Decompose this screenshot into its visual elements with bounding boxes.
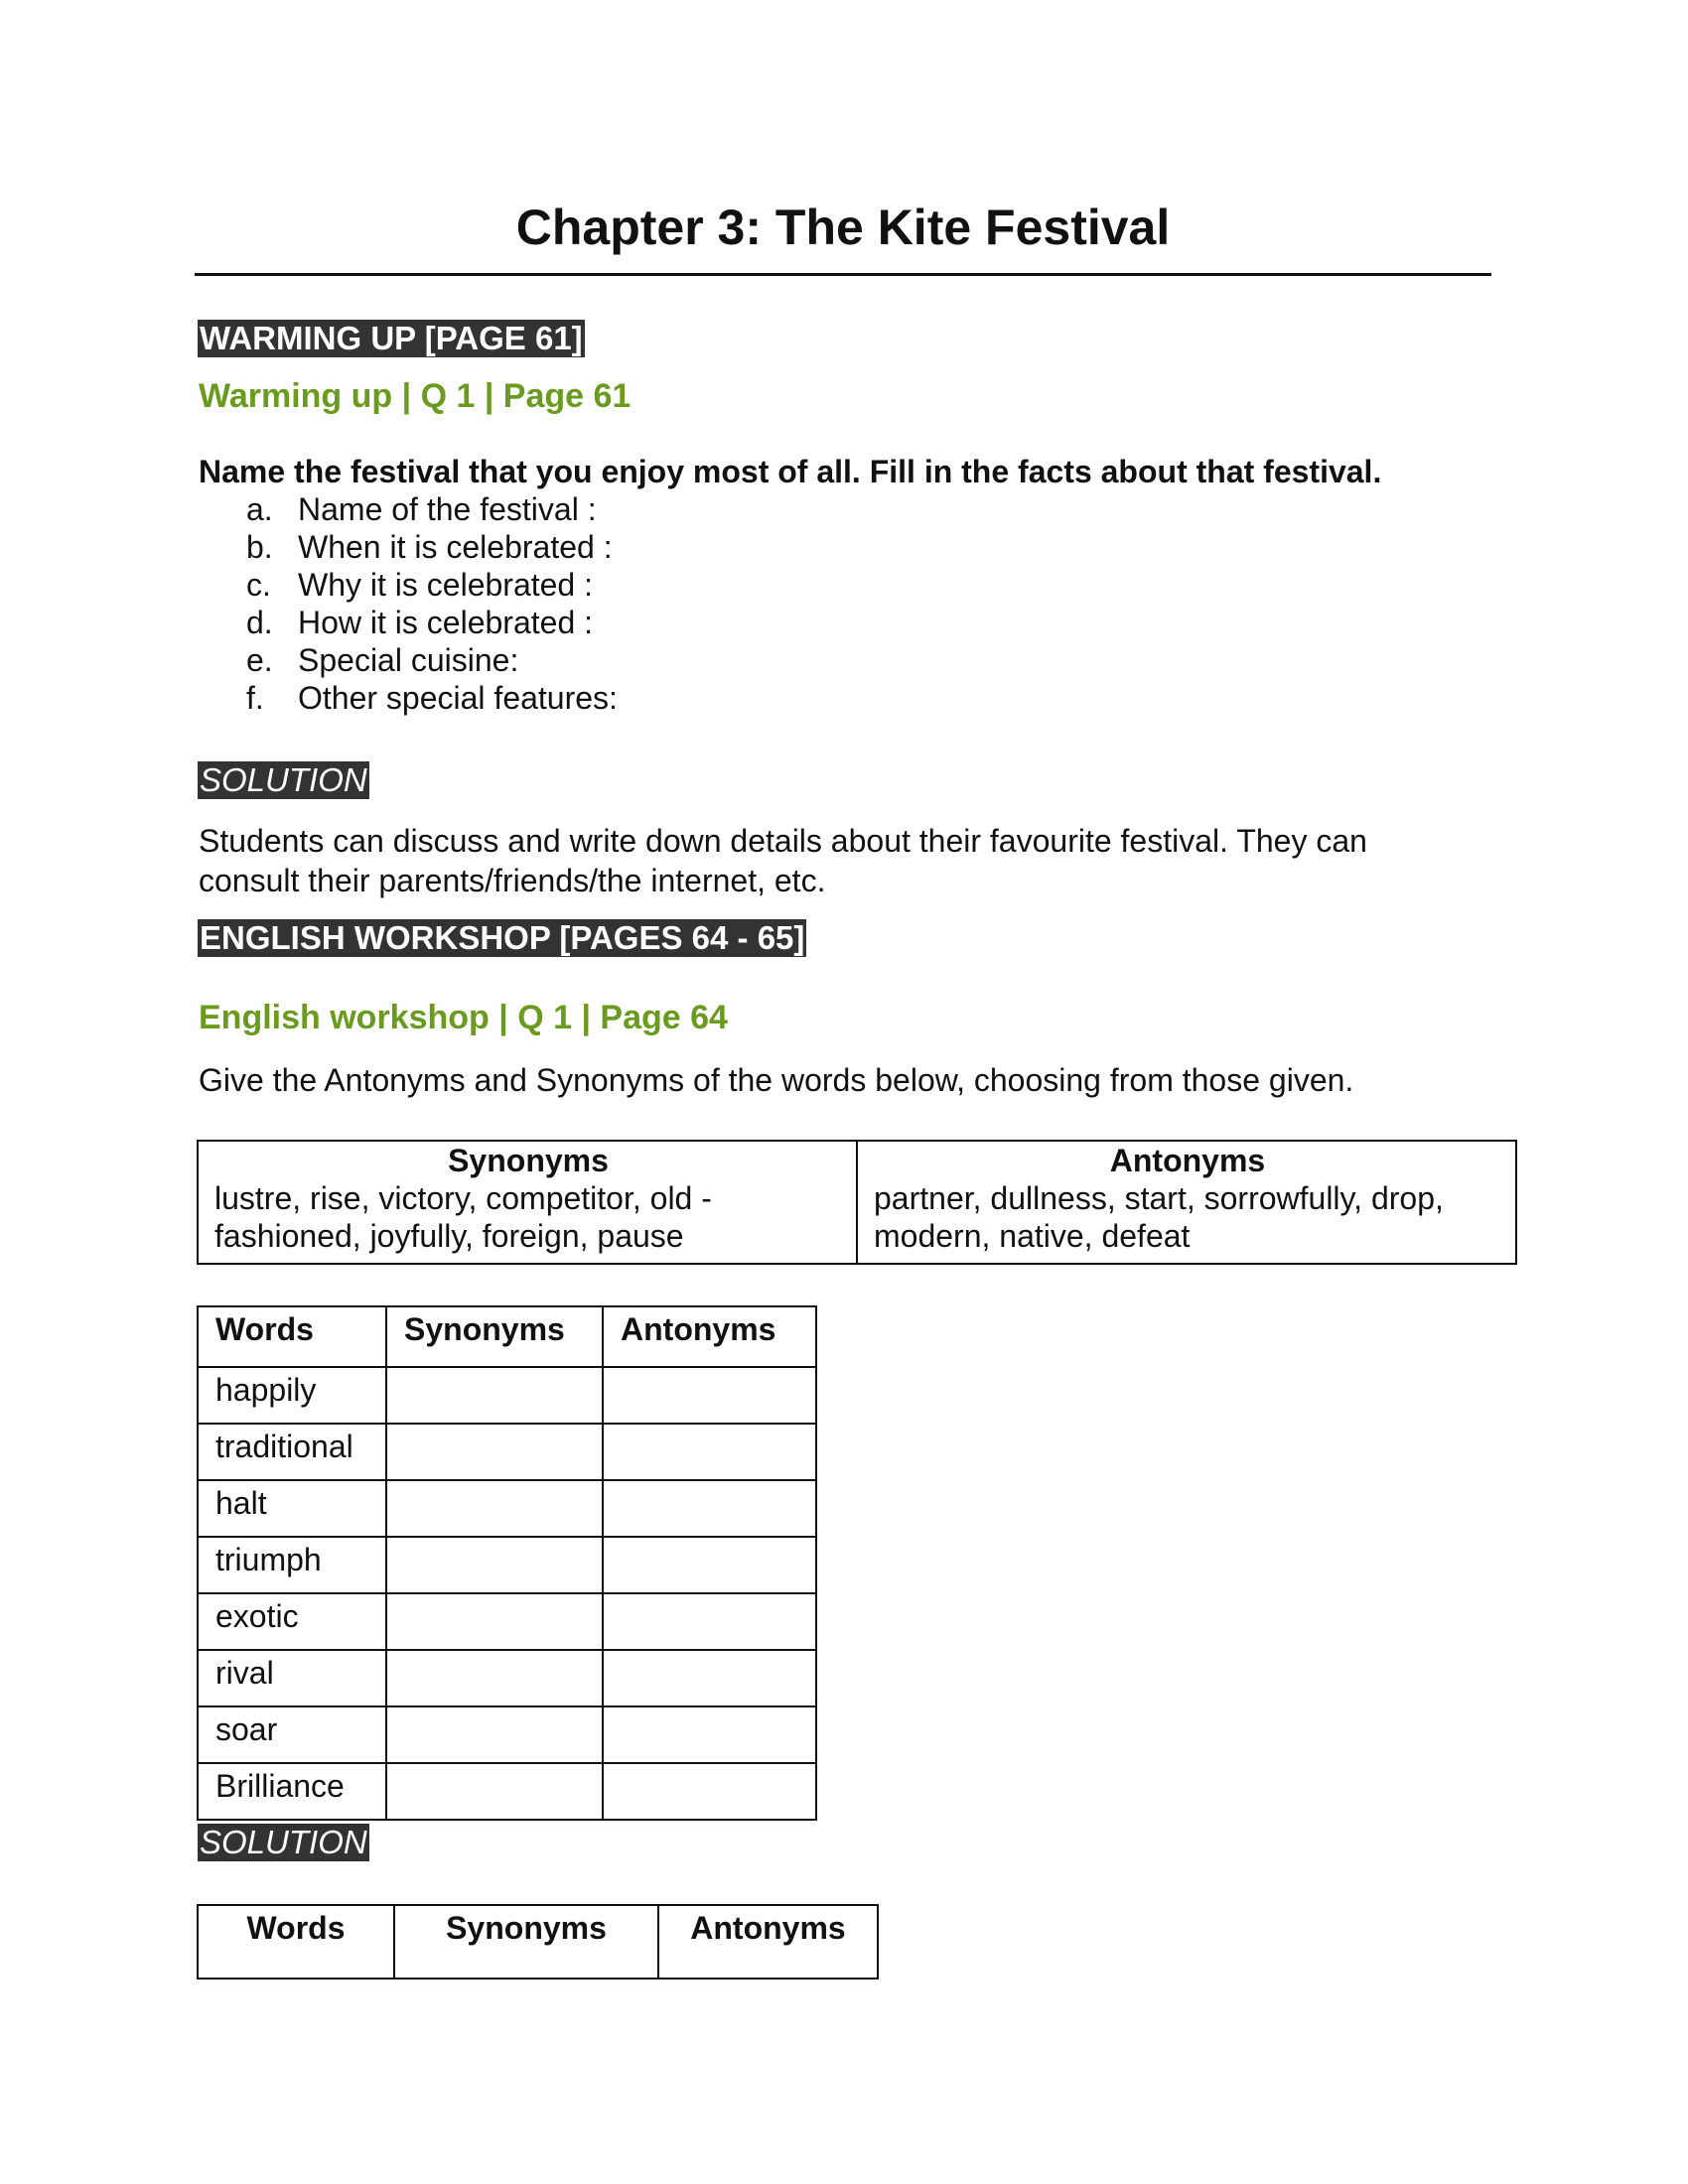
word-cell: soar	[198, 1706, 386, 1763]
list-item: e. Special cuisine:	[246, 642, 519, 678]
synonyms-bank-header: Synonyms	[448, 1143, 609, 1178]
synonym-answer-cell	[386, 1367, 603, 1424]
table-row	[198, 1763, 816, 1820]
antonym-answer-cell	[603, 1424, 816, 1480]
word-cell: exotic	[198, 1593, 386, 1650]
fact-list	[246, 490, 618, 717]
column-header-antonyms: Antonyms	[603, 1306, 816, 1367]
synonym-answer-cell	[386, 1480, 603, 1537]
title-divider	[195, 273, 1491, 276]
antonym-answer-cell	[603, 1706, 816, 1763]
word-cell: happily	[198, 1367, 386, 1424]
synonyms-bank-words: lustre, rise, victory, competitor, old - fashioned, joyfully, foreign, pause	[214, 1180, 712, 1254]
list-item: c. Why it is celebrated :	[246, 567, 593, 603]
synonym-answer-cell	[386, 1537, 603, 1593]
antonyms-bank-words: partner, dullness, start, sorrowfully, drop, modern, native, defeat	[874, 1180, 1444, 1254]
page-title: Chapter 3: The Kite Festival	[515, 200, 1171, 255]
word-cell: rival	[198, 1650, 386, 1706]
column-header-words: Words	[198, 1905, 394, 1979]
solution-text: Students can discuss and write down details about their favourite festival. They can consult their parents/friends/the internet, etc.	[199, 823, 1367, 898]
word-cell: Brilliance	[198, 1763, 386, 1820]
solution-table	[197, 1904, 879, 1979]
column-header-words: Words	[198, 1306, 386, 1367]
word-cell: triumph	[198, 1537, 386, 1593]
antonym-answer-cell	[603, 1480, 816, 1537]
table-header-row	[198, 1905, 878, 1979]
antonyms-bank-cell	[857, 1141, 1516, 1264]
antonyms-bank-header: Antonyms	[1109, 1143, 1266, 1178]
list-item: a. Name of the festival :	[246, 491, 597, 527]
section-label-english-workshop: ENGLISH WORKSHOP [PAGES 64 - 65]	[200, 919, 805, 956]
list-item: f. Other special features:	[246, 680, 618, 716]
antonym-answer-cell	[603, 1537, 816, 1593]
antonym-answer-cell	[603, 1593, 816, 1650]
section-label-warming-up: WARMING UP [PAGE 61]	[200, 320, 583, 356]
table-row	[198, 1424, 816, 1480]
solution-label-english-workshop: SOLUTION	[200, 1824, 367, 1860]
synonym-answer-cell	[386, 1763, 603, 1820]
table-row	[198, 1706, 816, 1763]
synonyms-bank-cell	[198, 1141, 857, 1264]
solution-label-warming-up: SOLUTION	[200, 761, 367, 798]
antonym-answer-cell	[603, 1763, 816, 1820]
table-row	[198, 1650, 816, 1706]
synonym-answer-cell	[386, 1650, 603, 1706]
table-row	[198, 1593, 816, 1650]
column-header-synonyms: Synonyms	[394, 1905, 658, 1979]
table-header-row	[198, 1306, 816, 1367]
word-cell: halt	[198, 1480, 386, 1537]
workshop-instruction: Give the Antonyms and Synonyms of the words below, choosing from those given.	[199, 1062, 1354, 1098]
table-row	[198, 1537, 816, 1593]
synonym-answer-cell	[386, 1593, 603, 1650]
list-item: d. How it is celebrated :	[246, 605, 594, 640]
question-heading-warming-up: Warming up | Q 1 | Page 61	[199, 377, 632, 415]
word-cell: traditional	[198, 1424, 386, 1480]
list-item: b. When it is celebrated :	[246, 529, 613, 565]
column-header-antonyms: Antonyms	[658, 1905, 878, 1979]
synonym-answer-cell	[386, 1424, 603, 1480]
synonym-answer-cell	[386, 1706, 603, 1763]
exercise-table	[197, 1305, 817, 1821]
antonym-answer-cell	[603, 1650, 816, 1706]
question-heading-english-workshop: English workshop | Q 1 | Page 64	[199, 999, 728, 1036]
word-bank-table	[197, 1140, 1517, 1265]
column-header-synonyms: Synonyms	[386, 1306, 603, 1367]
table-row	[198, 1367, 816, 1424]
question-text: Name the festival that you enjoy most of all. Fill in the facts about that festival.	[199, 454, 1382, 489]
table-row	[198, 1480, 816, 1537]
antonym-answer-cell	[603, 1367, 816, 1424]
